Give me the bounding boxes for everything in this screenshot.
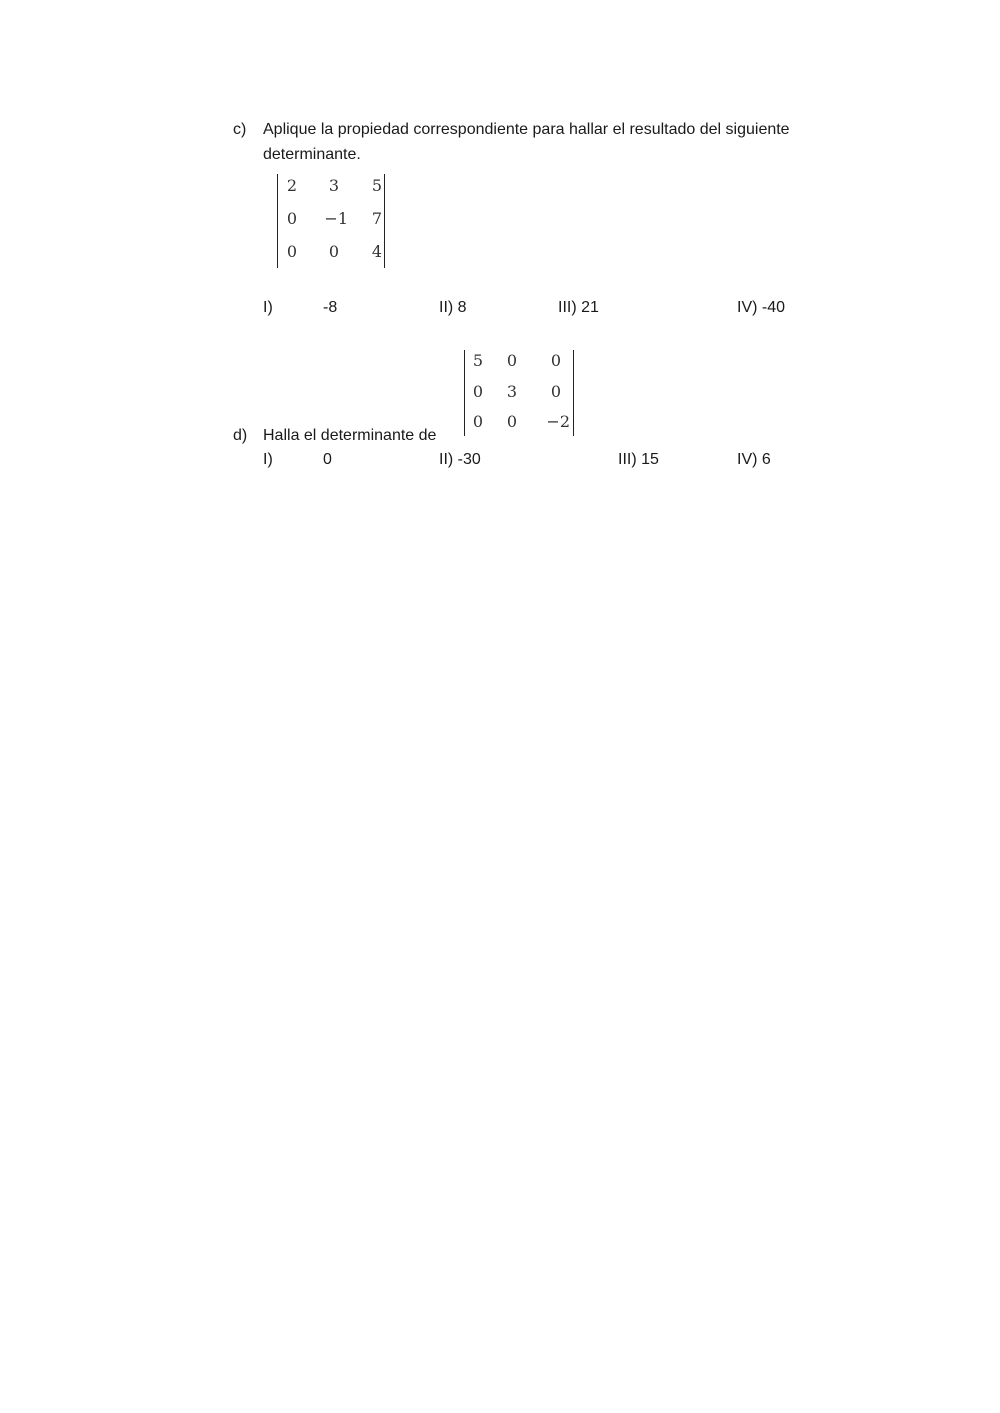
question-c-text-line1: Aplique la propiedad correspondiente para hallar el resultado del siguiente <box>263 121 790 138</box>
question-c-option-3: III) 21 <box>558 299 599 316</box>
question-c-option-2: II) 8 <box>439 299 467 316</box>
question-d-text: Halla el determinante de <box>263 427 437 444</box>
matrix-d-cell: 0 <box>506 412 517 431</box>
question-c-option-1-value: -8 <box>323 299 338 316</box>
matrix-c-cell: 0 <box>286 242 297 261</box>
question-c-option-1-numeral: I) <box>263 299 273 316</box>
question-c-label: c) <box>233 121 247 138</box>
question-d-option-1-numeral: I) <box>263 451 273 468</box>
matrix-c-cell: 7 <box>371 209 382 228</box>
question-c-text-line2: determinante. <box>263 146 361 163</box>
question-d-label: d) <box>233 427 248 444</box>
matrix-d-cell: 0 <box>550 351 561 370</box>
question-d-option-1-value: 0 <box>323 451 332 468</box>
question-d-option-3: III) 15 <box>618 451 659 468</box>
matrix-d-cell: 0 <box>472 412 483 431</box>
matrix-d-cell: 0 <box>506 351 517 370</box>
matrix-d-cell: 0 <box>550 382 561 401</box>
matrix-c-cell: 4 <box>371 242 382 261</box>
matrix-d-cell: −2 <box>546 412 570 431</box>
question-d-option-2: II) -30 <box>439 451 481 468</box>
matrix-d-cell: 3 <box>506 382 517 401</box>
matrix-c-cell: 2 <box>286 176 297 195</box>
matrix-c-cell: 0 <box>328 242 339 261</box>
matrix-d-cell: 0 <box>472 382 483 401</box>
matrix-c-cell: 0 <box>286 209 297 228</box>
question-d-option-4: IV) 6 <box>737 451 771 468</box>
determinant-c <box>277 174 385 268</box>
question-c-option-4: IV) -40 <box>737 299 786 316</box>
matrix-c-cell: 5 <box>371 176 382 195</box>
matrix-c-cell: 3 <box>328 176 339 195</box>
determinant-d <box>464 350 574 436</box>
matrix-c-cell: −1 <box>324 209 348 228</box>
matrix-d-cell: 5 <box>472 351 483 370</box>
